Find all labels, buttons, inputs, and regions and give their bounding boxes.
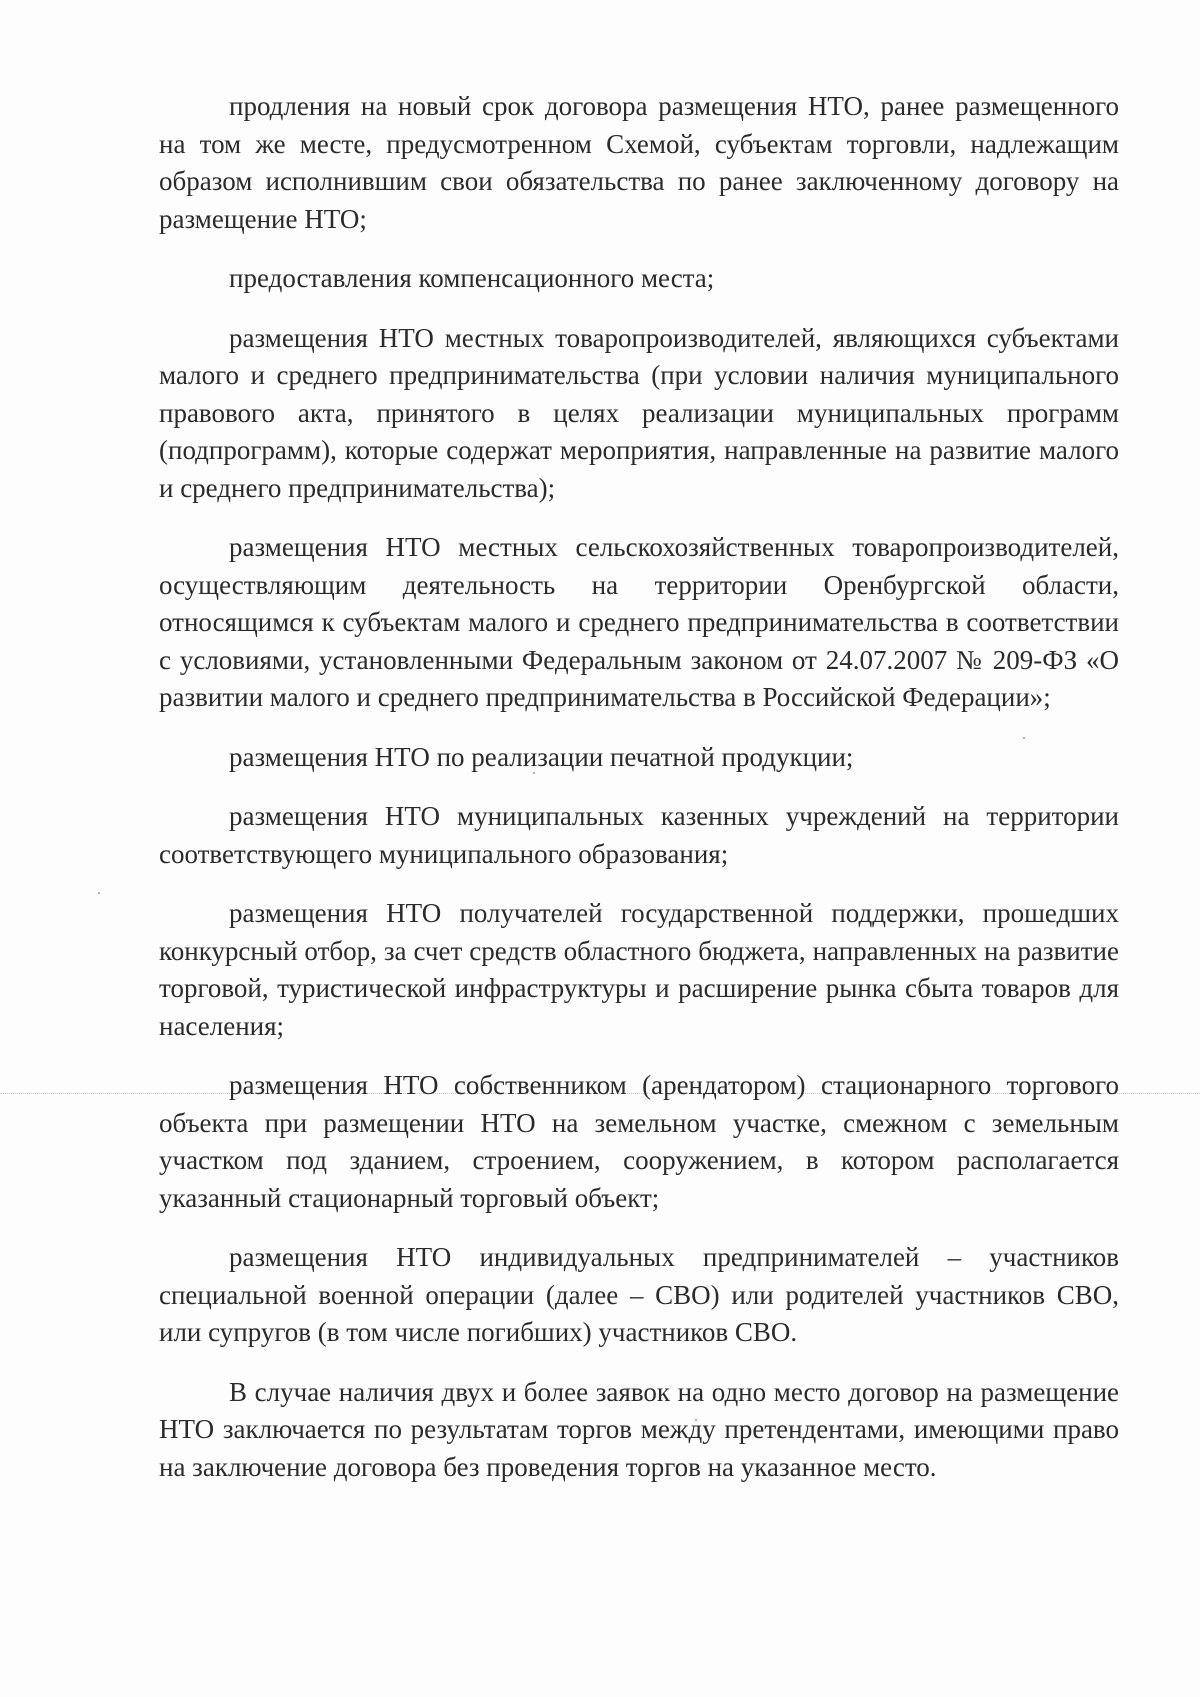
- paragraph-state-support: размещения НТО получателей государственной поддержки, прошедших конкурсный отбор, за счет средств областного бюджета, направленных на развитие торговой, туристической инфраструктуры и расширение рынка сбыта товаров для населения;: [159, 898, 1119, 1041]
- paragraph-svo-participants: размещения НТО индивидуальных предпринимателей – участников специальной военной операции (далее – СВО) или родителей участников СВО, или супругов (в том числе погибших) участников СВО.: [159, 1242, 1119, 1347]
- paragraph-compensation-place: предоставления компенсационного места;: [229, 263, 715, 293]
- paragraph-municipal-institutions: размещения НТО муниципальных казенных учреждений на территории соответствующего муниципального образования;: [159, 801, 1119, 869]
- paragraph-renewal: продления на новый срок договора размещения НТО, ранее размещенного на том же месте, предусмотренном Схемой, субъектам торговли, надлежащим образом исполнившим свои обязательства по ранее заключенному договору на размещение НТО;: [159, 91, 1119, 234]
- paragraph-local-producers: размещения НТО местных товаропроизводителей, являющихся субъектами малого и среднего предпринимательства (при условии наличия муниципального правового акта, принятого в целях реализации муниципальных программ (подпрограмм), которые содержат мероприятия, направленные на развитие малого и среднего предпринимательства);: [159, 322, 1119, 503]
- paragraph-stationary-owner: размещения НТО собственником (арендатором) стационарного торгового объекта при размещении НТО на земельном участке, смежном с земельным участком под зданием, строением, сооружением, в котором располагается указанный стационарный торговый объект;: [159, 1070, 1119, 1213]
- scan-speck: [98, 892, 100, 894]
- document-body: [159, 88, 1119, 1486]
- paragraph-multiple-applications: В случае наличия двух и более заявок на одно место договор на размещение НТО заключается по результатам торгов между претендентами, имеющими право на заключение договора без проведения торгов на указанное место.: [159, 1376, 1119, 1482]
- paragraph-print-products: размещения НТО по реализации печатной продукции;: [229, 741, 854, 772]
- paragraph-agricultural-producers: размещения НТО местных сельскохозяйственных товаропроизводителей, осуществляющим деятельность на территории Оренбургской области, относящимся к субъектам малого и среднего предпринимательства в соответствии с условиями, установленными Федеральным законом от 24.07.2007 № 209-ФЗ «О развитии малого и среднего предпринимательства в Российской Федерации»;: [159, 532, 1119, 712]
